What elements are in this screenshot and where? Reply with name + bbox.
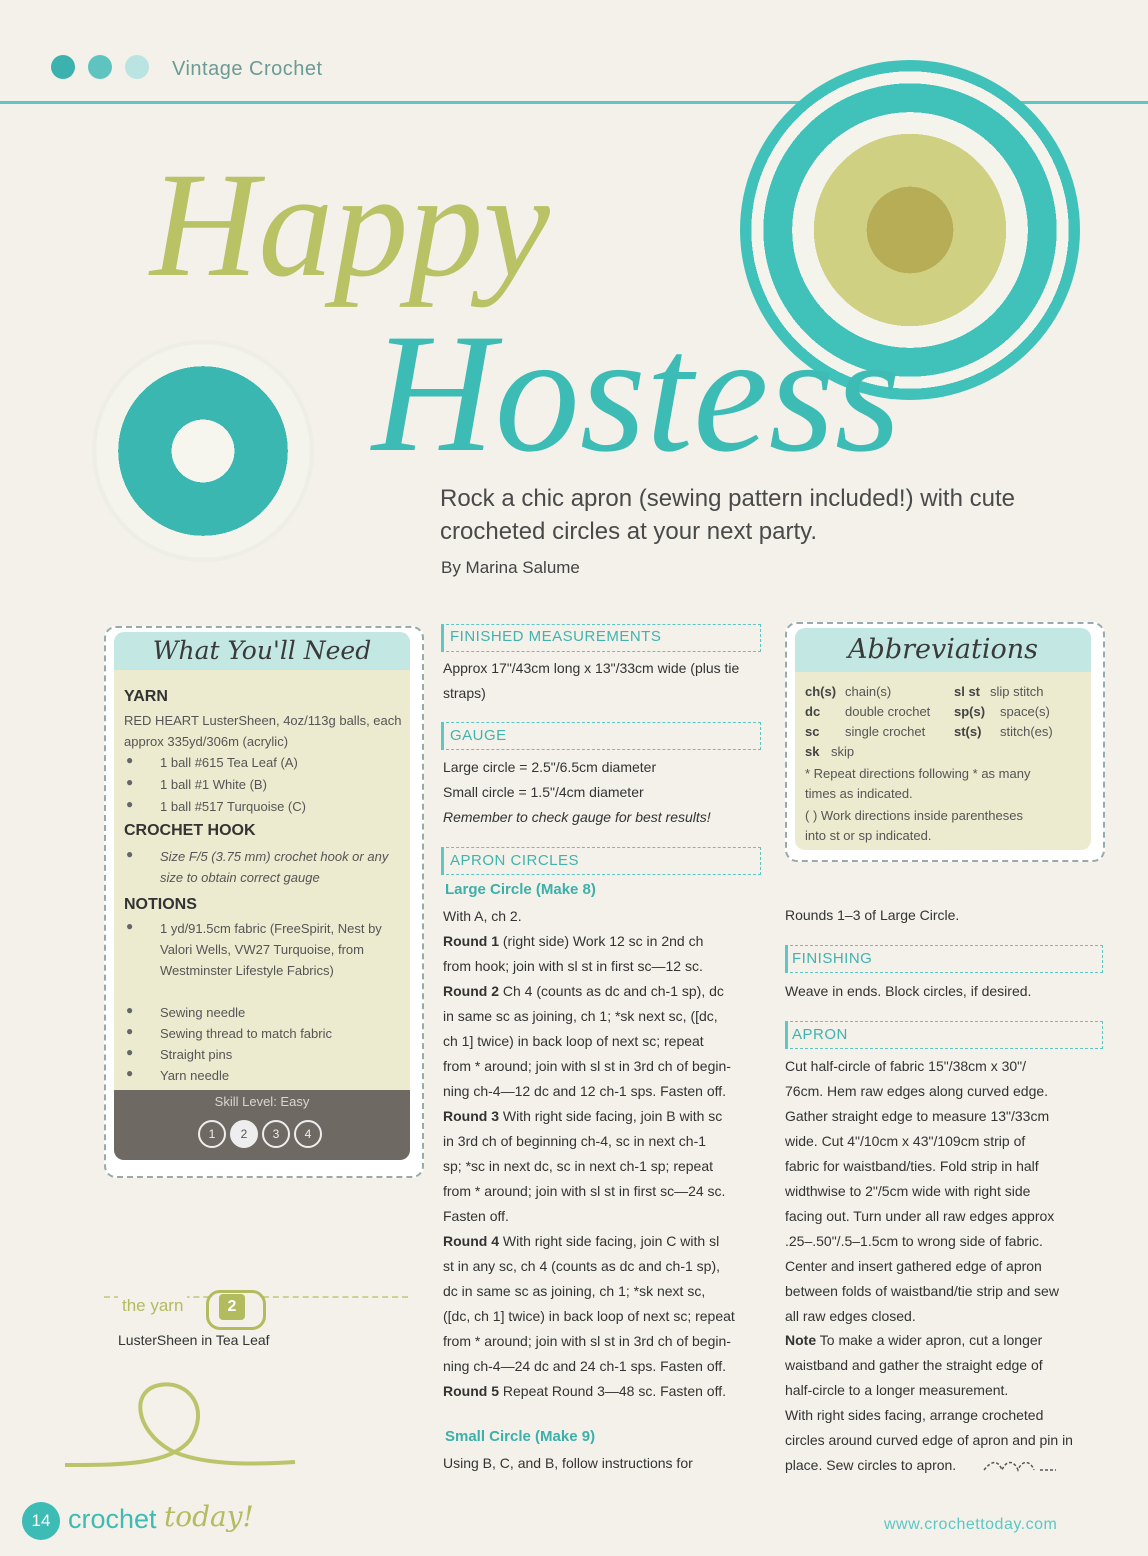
- notions-item: Sewing needle: [160, 1005, 246, 1020]
- bullet-icon: ●: [126, 1003, 134, 1017]
- apron-text: 76cm. Hem raw edges along curved edge.: [785, 1083, 1049, 1099]
- finishing-text: Weave in ends. Block circles, if desired.: [785, 983, 1032, 999]
- title-happy: Happy: [150, 142, 550, 308]
- round-text: sp; *sc in next dc, sc in next ch-1 sp; repeat: [443, 1158, 714, 1174]
- abbreviation-value: stitch(es): [1000, 724, 1053, 739]
- yarn-item: 1 ball #615 Tea Leaf (A): [160, 755, 298, 770]
- round-text: st in any sc, ch 4 (counts as dc and ch-1 sp),: [443, 1258, 721, 1274]
- abbreviation-value: single crochet: [845, 724, 926, 739]
- hook-text: Size F/5 (3.75 mm) crochet hook or any size to obtain correct gauge: [160, 849, 389, 885]
- gauge-note: Remember to check gauge for best results!: [443, 809, 711, 825]
- notions-heading: NOTIONS: [124, 896, 197, 913]
- round-text: Repeat Round 3—48 sc. Fasten off.: [502, 1383, 726, 1399]
- finished-measurements-text: Approx 17"/43cm long x 13"/33cm wide (plus tie straps): [443, 660, 740, 701]
- abbreviation-note: * Repeat directions following * as many: [805, 766, 1031, 781]
- hook-heading: CROCHET HOOK: [124, 822, 256, 839]
- yarn-item: 1 ball #1 White (B): [160, 777, 267, 792]
- round-text: Ch 4 (counts as dc and ch-1 sp), dc: [502, 983, 724, 999]
- round-text: dc in same sc as joining, ch 1; *sk next sc,: [443, 1283, 706, 1299]
- apron-circles-heading: APRON CIRCLES: [450, 852, 580, 869]
- yarn-weight-number: 2: [219, 1294, 245, 1320]
- note-label: Note: [785, 1332, 817, 1348]
- apron-text: facing out. Turn under all raw edges approx: [785, 1208, 1055, 1224]
- bullet-icon: ●: [126, 797, 134, 811]
- round-text: ning ch-4—12 dc and 12 ch-1 sps. Fasten off.: [443, 1083, 727, 1099]
- apron-heading: APRON: [792, 1026, 848, 1043]
- final-text: With right sides facing, arrange crocheted: [785, 1407, 1044, 1423]
- header-dot-2: [88, 55, 112, 79]
- round-text: With right side facing, join B with sc: [502, 1108, 723, 1124]
- round-text: from * around; join with sl st in first sc—24 sc.: [443, 1183, 726, 1199]
- round-label: Round 4: [443, 1233, 499, 1249]
- notions-item: Sewing thread to match fabric: [160, 1026, 332, 1041]
- abbreviations-title: Abbreviations: [848, 634, 1038, 665]
- gauge-line: Small circle = 1.5"/4cm diameter: [443, 784, 644, 800]
- deck-text: Rock a chic apron (sewing pattern included!) with cute crocheted circles at your next party.: [440, 485, 1015, 545]
- round-text: ning ch-4—24 dc and 24 ch-1 sps. Fasten off.: [443, 1358, 727, 1374]
- round-label: Round 2: [443, 983, 499, 999]
- note-text: waistband and gather the straight edge of: [785, 1357, 1043, 1373]
- round-label: Round 3: [443, 1108, 499, 1124]
- apron-text: Gather straight edge to measure 13"/33cm: [785, 1108, 1050, 1124]
- abbreviation-note: ( ) Work directions inside parentheses: [805, 808, 1023, 823]
- the-yarn-label: the yarn: [118, 1296, 187, 1316]
- note-text: half-circle to a longer measurement.: [785, 1382, 1009, 1398]
- abbreviation-key: sk: [805, 744, 820, 759]
- notions-item: Yarn needle: [160, 1068, 230, 1083]
- bullet-icon: ●: [126, 919, 134, 933]
- bullet-icon: ●: [126, 1024, 134, 1038]
- notions-item: 1 yd/91.5cm fabric (FreeSpirit, Nest by Valori Wells, VW27 Turquoise, from Westminster Lifestyle Fabrics): [160, 921, 382, 978]
- abbreviation-key: sc: [805, 724, 820, 739]
- apron-text: Center and insert gathered edge of apron: [785, 1258, 1042, 1274]
- abbreviation-key: dc: [805, 704, 821, 719]
- website-link[interactable]: www.crochettoday.com: [884, 1516, 1058, 1533]
- finished-measurements-heading: FINISHED MEASUREMENTS: [450, 628, 662, 645]
- round-text: from * around; join with sl st in 3rd ch of begin-: [443, 1058, 731, 1074]
- header-dot-1: [51, 55, 75, 79]
- abbreviation-value: slip stitch: [990, 684, 1044, 699]
- title-hostess: Hostess: [372, 299, 901, 487]
- apron-text: wide. Cut 4"/10cm x 43"/109cm strip of: [785, 1133, 1026, 1149]
- apron-text: fabric for waistband/ties. Fold strip in half: [785, 1158, 1039, 1174]
- small-circle-heading: Small Circle (Make 9): [445, 1428, 596, 1445]
- apron-text: Cut half-circle of fabric 15"/38cm x 30"/: [785, 1058, 1027, 1074]
- section-name: Vintage Crochet: [172, 58, 323, 80]
- apron-text: all raw edges closed.: [785, 1308, 916, 1324]
- round-text: in same sc as joining, ch 1; *sk next sc, ([dc,: [443, 1008, 718, 1024]
- small-circle-text-continued: Rounds 1–3 of Large Circle.: [785, 907, 960, 923]
- round-text: from hook; join with sl st in first sc—12 sc.: [443, 958, 703, 974]
- brand-script: today!: [164, 1500, 254, 1533]
- brand-name: crochet: [68, 1504, 157, 1534]
- apron-text: between folds of waistband/tie strip and sew: [785, 1283, 1059, 1299]
- bullet-icon: ●: [126, 1045, 134, 1059]
- bullet-icon: ●: [126, 1066, 134, 1080]
- abbreviation-note: times as indicated.: [805, 786, 913, 801]
- skill-level-label: Skill Level: Easy: [214, 1094, 310, 1109]
- round-text: With right side facing, join C with sl: [502, 1233, 720, 1249]
- yarn-heading: YARN: [124, 688, 168, 705]
- end-mark-icon: [982, 1458, 1058, 1476]
- abbreviation-key: sl st: [954, 684, 981, 699]
- what-youll-need-title: What You'll Need: [152, 636, 372, 665]
- abbreviation-value: skip: [831, 744, 855, 759]
- round-label: Round 1: [443, 933, 499, 949]
- apron-text: widthwise to 2"/5cm wide with right side: [785, 1183, 1031, 1199]
- bullet-icon: ●: [126, 775, 134, 789]
- skill-level-1: 1: [198, 1120, 226, 1148]
- note-text: To make a wider apron, cut a longer: [819, 1332, 1043, 1348]
- bullet-icon: ●: [126, 753, 134, 767]
- bullet-icon: ●: [126, 847, 134, 861]
- skill-level-2-selected: 2: [230, 1120, 258, 1148]
- abbreviation-key: ch(s): [805, 684, 837, 699]
- abbreviation-value: double crochet: [845, 704, 931, 719]
- page-number: 14: [22, 1502, 60, 1540]
- yarn-item: 1 ball #517 Turquoise (C): [160, 799, 306, 814]
- round-text: Fasten off.: [443, 1208, 509, 1224]
- notions-item: Straight pins: [160, 1047, 233, 1062]
- skill-level-3: 3: [262, 1120, 290, 1148]
- round-text: ch 1] twice) in back loop of next sc; repeat: [443, 1033, 704, 1049]
- header-dot-3: [125, 55, 149, 79]
- large-circle-start: With A, ch 2.: [443, 908, 522, 924]
- gauge-heading: GAUGE: [450, 727, 507, 744]
- abbreviation-note: into st or sp indicated.: [805, 828, 932, 843]
- apron-text: .25–.50"/.5–1.5cm to wrong side of fabric.: [785, 1233, 1043, 1249]
- finishing-heading: FINISHING: [792, 950, 873, 967]
- abbreviation-value: space(s): [1000, 704, 1050, 719]
- final-text: place. Sew circles to apron.: [785, 1457, 957, 1473]
- gauge-line: Large circle = 2.5"/6.5cm diameter: [443, 759, 657, 775]
- small-crochet-circle-image: [92, 340, 314, 562]
- yarn-loop-icon: [60, 1370, 300, 1480]
- round-text: from * around; join with sl st in 3rd ch of begin-: [443, 1333, 731, 1349]
- abbreviation-key: sp(s): [954, 704, 986, 719]
- abbreviations-body: [795, 672, 1091, 850]
- abbreviation-value: chain(s): [845, 684, 892, 699]
- final-text: circles around curved edge of apron and pin in: [785, 1432, 1073, 1448]
- round-label: Round 5: [443, 1383, 499, 1399]
- abbreviation-key: st(s): [954, 724, 982, 739]
- round-text: in 3rd ch of beginning ch-4, sc in next ch-1: [443, 1133, 707, 1149]
- small-circle-text: Using B, C, and B, follow instructions for: [443, 1455, 693, 1471]
- yarn-name: LusterSheen in Tea Leaf: [118, 1332, 270, 1348]
- large-circle-heading: Large Circle (Make 8): [445, 881, 596, 898]
- round-text: ([dc, ch 1] twice) in back loop of next sc; repeat: [443, 1308, 735, 1324]
- byline: By Marina Salume: [441, 558, 580, 577]
- yarn-description: RED HEART LusterSheen, 4oz/113g balls, each approx 335yd/306m (acrylic): [124, 713, 402, 749]
- skill-level-4: 4: [294, 1120, 322, 1148]
- round-text: (right side) Work 12 sc in 2nd ch: [502, 933, 704, 949]
